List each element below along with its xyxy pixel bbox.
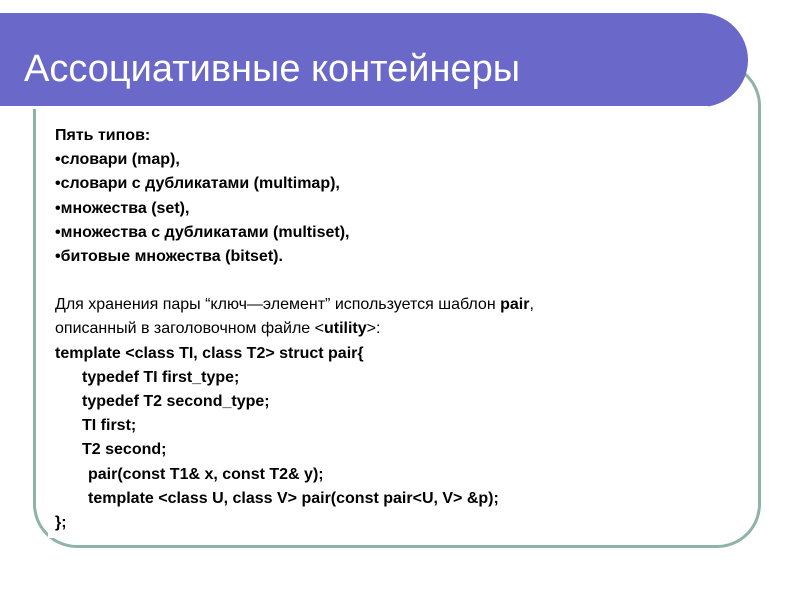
slide-title: Ассоциативные контейнеры — [24, 48, 521, 90]
list-item: •битовые множества (bitset). — [55, 248, 283, 266]
code-line: }; — [55, 514, 67, 532]
list-item: •словари с дубликатами (multimap), — [55, 175, 340, 193]
list-item: •множества (set), — [55, 199, 190, 217]
utility-keyword: utility — [323, 320, 367, 338]
paragraph-text: >: — [366, 320, 381, 338]
paragraph-text: описанный в заголовочном файле < — [55, 320, 324, 338]
code-line: T2 second; — [82, 441, 167, 459]
code-line: typedef TI first_type; — [82, 368, 240, 386]
paragraph-line-2 — [55, 317, 738, 341]
paragraph-text: Для хранения пары “ключ—элемент” используется шаблон — [55, 296, 501, 314]
paragraph-text: , — [529, 296, 534, 314]
list-item: •множества с дубликатами (multiset), — [55, 223, 350, 241]
title-underline — [0, 106, 708, 109]
code-line: template <class TI, class T2> struct pair{ — [55, 344, 364, 362]
code-line: TI first; — [82, 417, 137, 435]
code-line: template <class U, class V> pair(const pair<U, V> &p); — [88, 489, 499, 507]
title-bar — [0, 13, 748, 107]
types-heading: Пять типов: — [55, 127, 151, 144]
spacer — [55, 269, 738, 293]
paragraph-line-1 — [55, 293, 738, 317]
slide-content — [48, 118, 738, 538]
code-line: pair(const T1& x, const T2& y); — [88, 465, 324, 483]
code-line: typedef T2 second_type; — [82, 393, 270, 411]
pair-keyword: pair — [500, 296, 530, 314]
list-item: •словари (map), — [55, 151, 180, 169]
